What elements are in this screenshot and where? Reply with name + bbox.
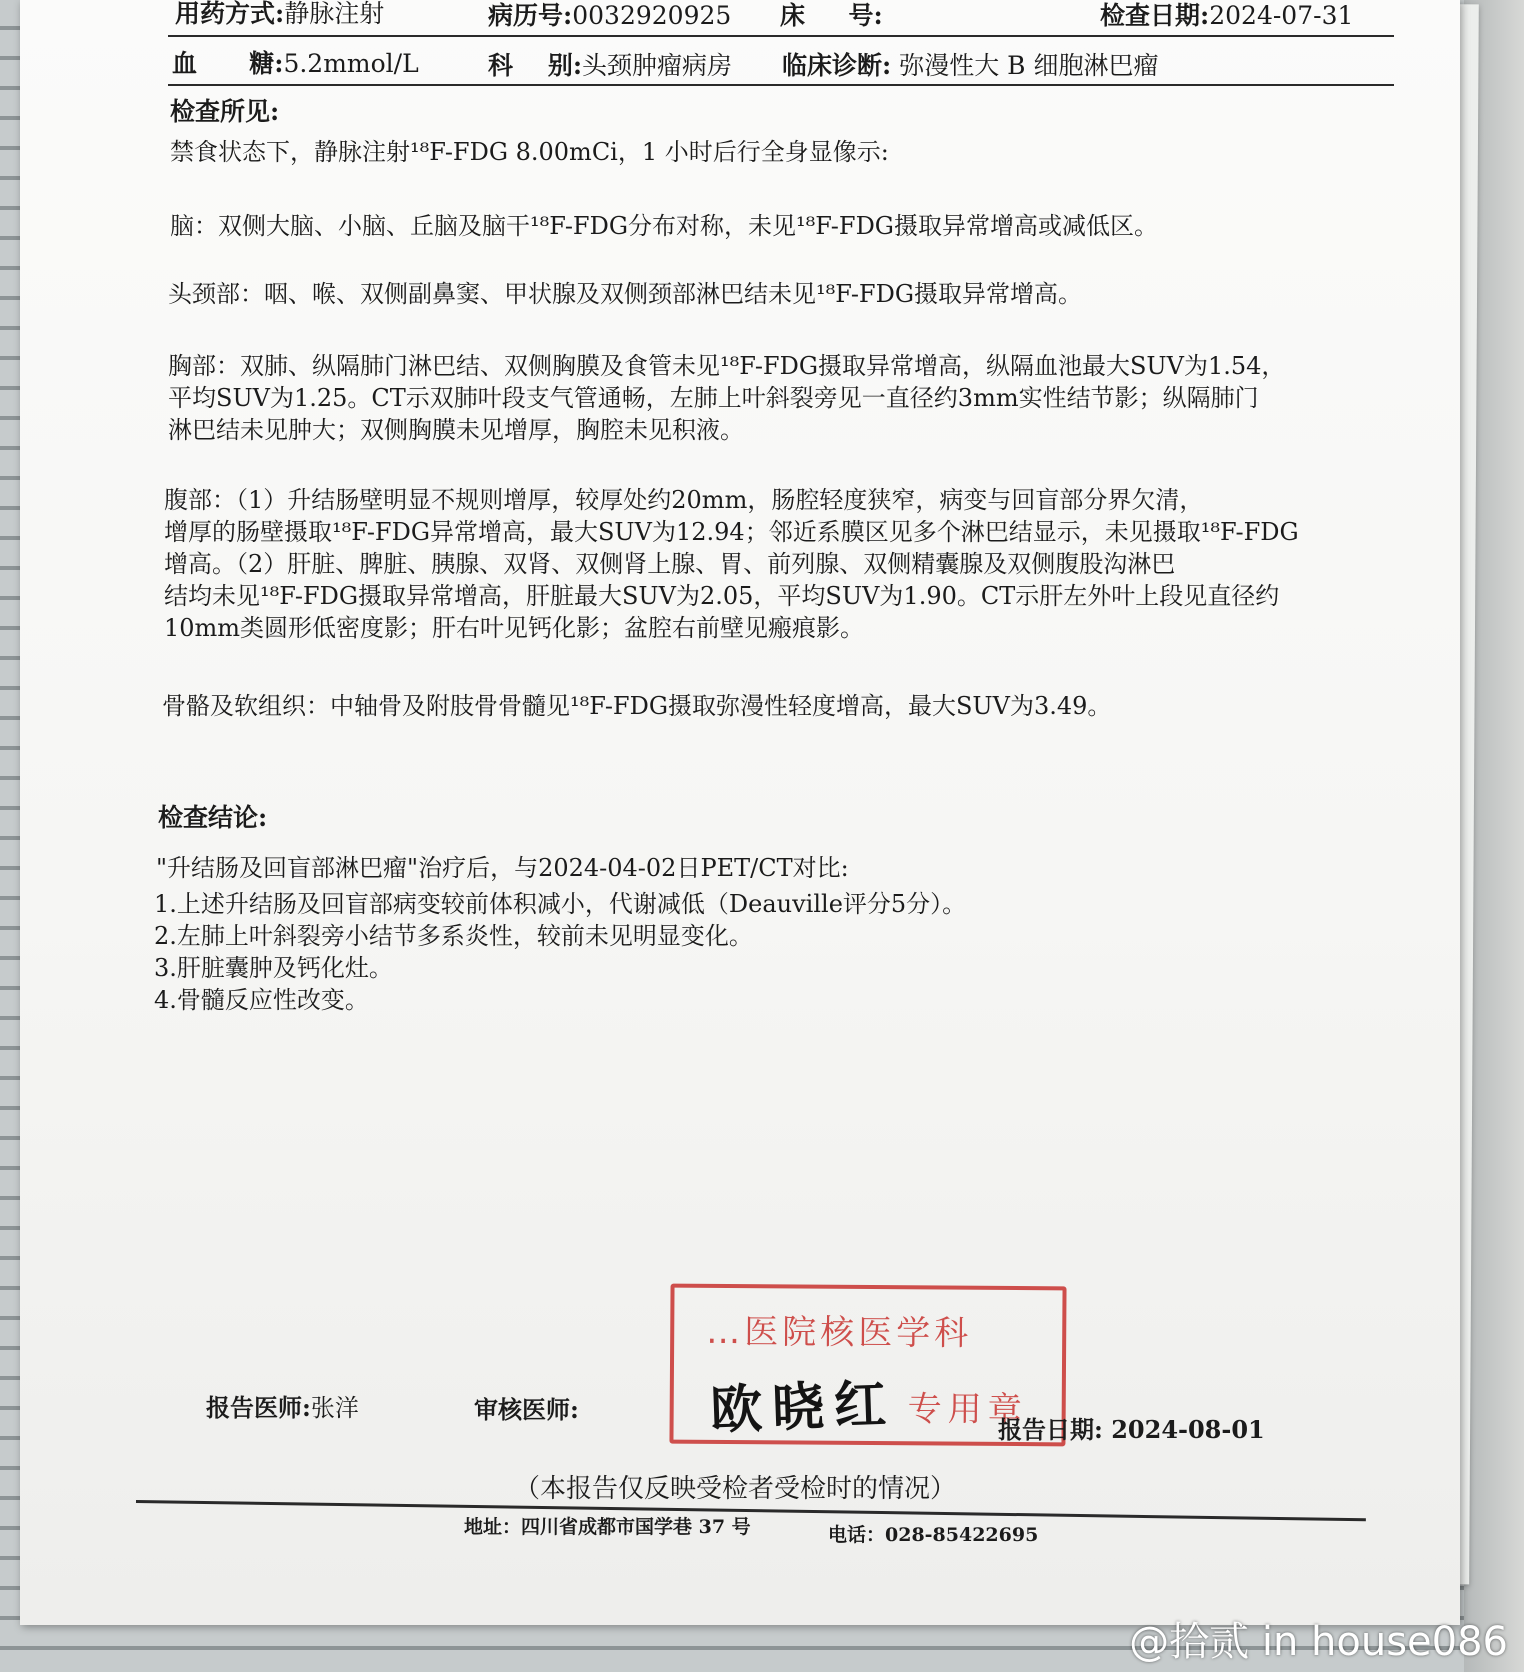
findings-abdomen: 腹部：（1）升结肠壁明显不规则增厚，较厚处约20mm，肠腔轻度狭窄，病变与回盲部分界欠清， 增厚的肠壁摄取¹⁸F-FDG异常增高，最大SUV为12.94；邻近系膜区见多个淋巴结显示，未见摄取¹⁸F-FDG 增高。（2）肝脏、脾脏、胰腺、双肾、双侧肾上腺、胃、前列腺、双侧精囊腺及双侧腹股沟淋巴 结均未见¹⁸F-FDG摄取异常增高，肝脏最大SUV为2.05，平均SUV为1.90。CT示肝左外叶上段见直径约 10mm类圆形低密度影；肝右叶见钙化影；盆腔右前壁见瘢痕影。 — [164, 486, 1299, 642]
conclusion-title: 检查结论: — [158, 803, 268, 832]
review-doctor — [474, 1390, 579, 1425]
clinical-diagnosis — [782, 46, 1158, 82]
header-divider-1 — [168, 35, 1394, 37]
report-date-value: 2024-08-01 — [1111, 1415, 1265, 1444]
blood-glucose-label: 血 糖: — [172, 49, 284, 78]
hospital-phone: 电话：028-85422695 — [828, 1524, 1039, 1546]
report-date-label: 报告日期: — [998, 1415, 1103, 1444]
report-date — [998, 1410, 1265, 1445]
header-divider-2 — [168, 84, 1394, 86]
stamp-bottom-text: 专用章 — [907, 1389, 1028, 1431]
exam-date — [1100, 0, 1353, 32]
record-number — [488, 0, 731, 32]
department-value: 头颈肿瘤病房 — [582, 51, 733, 80]
findings-head-neck: 头颈部：咽、喉、双侧副鼻窦、甲状腺及双侧颈部淋巴结未见¹⁸F-FDG摄取异常增高。 — [168, 280, 1082, 308]
report-doctor-label: 报告医师: — [206, 1393, 311, 1422]
department — [488, 46, 732, 82]
report-doctor — [206, 1388, 359, 1423]
blood-glucose — [172, 44, 419, 80]
review-doctor-label: 审核医师: — [474, 1395, 579, 1424]
findings-title: 检查所见: — [170, 97, 280, 126]
findings-chest: 胸部：双肺、纵隔肺门淋巴结、双侧胸膜及食管未见¹⁸F-FDG摄取异常增高，纵隔血池最大SUV为1.54， 平均SUV为1.25。CT示双肺叶段支气管通畅，左肺上叶斜裂旁见一直径约3mm实性结节影；纵隔肺门 淋巴结未见肿大；双侧胸膜未见增厚，胸腔未见积液。 — [168, 352, 1286, 444]
watermark: @拾贰 in house086 — [1129, 1619, 1508, 1665]
bed-number — [780, 0, 883, 32]
conclusion-item: 2.左肺上叶斜裂旁小结节多系炎性，较前未见明显变化。 — [154, 922, 753, 950]
stamp-top-text: …医院核医学科 — [706, 1311, 973, 1354]
conclusion-item: 1.上述升结肠及回盲部病变较前体积减小，代谢减低（Deauville评分5分）。 — [154, 890, 967, 918]
department-label: 科 别: — [488, 51, 583, 80]
conclusion-item: 3.肝脏囊肿及钙化灶。 — [154, 954, 393, 982]
exam-date-label: 检查日期: — [1100, 1, 1210, 30]
report-doctor-value: 张洋 — [310, 1394, 359, 1422]
review-doctor-signature: 欧晓红 — [709, 1374, 898, 1442]
record-number-label: 病历号: — [488, 1, 573, 30]
conclusion-item: 4.骨髓反应性改变。 — [154, 986, 369, 1014]
exam-date-value: 2024-07-31 — [1209, 1, 1354, 30]
clinical-diagnosis-value: 弥漫性大 B 细胞淋巴瘤 — [899, 51, 1159, 80]
conclusion-lead: "升结肠及回盲部淋巴瘤"治疗后，与2024-04-02日PET/CT对比: — [156, 854, 849, 882]
admin-method-label: 用药方式: — [175, 0, 285, 28]
clinical-diagnosis-label: 临床诊断: — [782, 51, 892, 80]
findings-intro: 禁食状态下，静脉注射¹⁸F-FDG 8.00mCi，1 小时后行全身显像示: — [170, 138, 889, 166]
admin-method — [175, 0, 384, 30]
record-number-value: 0032920925 — [572, 1, 732, 30]
blood-glucose-value: 5.2mmol/L — [283, 49, 419, 78]
bed-number-label: 床 号: — [780, 1, 883, 30]
findings-brain: 脑：双侧大脑、小脑、丘脑及脑干¹⁸F-FDG分布对称，未见¹⁸F-FDG摄取异常增高或减低区。 — [170, 212, 1158, 240]
hospital-address: 地址：四川省成都市国学巷 37 号 — [464, 1516, 751, 1538]
admin-method-value: 静脉注射 — [284, 0, 385, 28]
report-disclaimer: （本报告仅反映受检者受检时的情况） — [514, 1474, 957, 1504]
findings-bone: 骨骼及软组织：中轴骨及附肢骨骨髓见¹⁸F-FDG摄取弥漫性轻度增高，最大SUV为3.49。 — [162, 692, 1112, 720]
report-page — [20, 0, 1460, 1625]
